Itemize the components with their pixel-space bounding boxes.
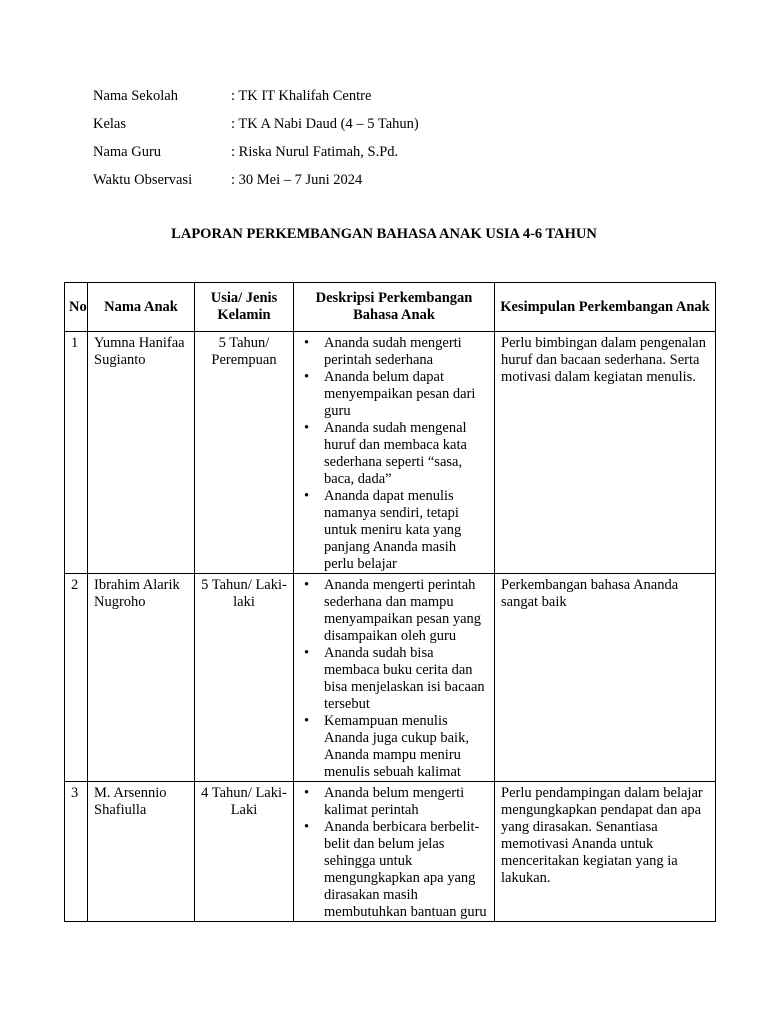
cell-name: Yumna Hanifaa Sugianto (88, 332, 195, 574)
info-value: : TK IT Khalifah Centre (231, 88, 372, 104)
info-row-class (93, 114, 419, 142)
info-row-observation-time (93, 170, 419, 198)
header-name: Nama Anak (88, 283, 195, 332)
document-header-info (93, 86, 419, 198)
info-value: : 30 Mei – 7 Juni 2024 (231, 172, 363, 188)
description-item: • Ananda sudah bisa membaca buku cerita dan bisa menjelaskan isi bacaan tersebut (300, 645, 488, 713)
info-label: Nama Sekolah (93, 88, 178, 104)
description-item: • Ananda belum mengerti kalimat perintah (300, 785, 488, 819)
info-label: Nama Guru (93, 144, 162, 160)
table-row (65, 332, 716, 574)
cell-conclusion: Perlu bimbingan dalam pengenalan huruf dan bacaan sederhana. Serta motivasi dalam kegiatan menulis. (495, 332, 716, 574)
cell-no: 2 (65, 574, 88, 782)
description-item: • Ananda mengerti perintah sederhana dan mampu menyampaikan pesan yang disampaikan oleh guru (300, 577, 488, 645)
description-item: • Ananda dapat menulis namanya sendiri, tetapi untuk meniru kata yang panjang Ananda masih perlu belajar (300, 488, 488, 573)
cell-no: 3 (65, 782, 88, 922)
header-conclusion: Kesimpulan Perkembangan Anak (495, 283, 716, 332)
cell-name: Ibrahim Alarik Nugroho (88, 574, 195, 782)
description-list (300, 785, 488, 921)
report-title: LAPORAN PERKEMBANGAN BAHASA ANAK USIA 4-6 TAHUN (171, 226, 597, 242)
cell-description (294, 332, 495, 574)
report-table (64, 282, 716, 922)
cell-description (294, 782, 495, 922)
info-value: : Riska Nurul Fatimah, S.Pd. (231, 144, 399, 160)
description-item: • Kemampuan menulis Ananda juga cukup baik, Ananda mampu meniru menulis sebuah kalimat (300, 713, 488, 781)
description-list (300, 577, 488, 781)
info-value: : TK A Nabi Daud (4 – 5 Tahun) (231, 116, 419, 132)
table-row (65, 782, 716, 922)
header-no: No (65, 283, 88, 332)
description-item: • Ananda belum dapat menyempaikan pesan dari guru (300, 369, 488, 420)
info-label: Waktu Observasi (93, 172, 193, 188)
table-header-row (65, 283, 716, 332)
cell-description (294, 574, 495, 782)
cell-name: M. Arsennio Shafiulla (88, 782, 195, 922)
description-item: • Ananda sudah mengerti perintah sederhana (300, 335, 488, 369)
cell-conclusion: Perlu pendampingan dalam belajar mengungkapkan pendapat dan apa yang dirasakan. Senantiasa memotivasi Ananda untuk menceritakan kegiatan yang ia lakukan. (495, 782, 716, 922)
table-row (65, 574, 716, 782)
description-list (300, 335, 488, 573)
info-label: Kelas (93, 116, 127, 132)
cell-conclusion: Perkembangan bahasa Ananda sangat baik (495, 574, 716, 782)
info-row-teacher (93, 142, 419, 170)
description-item: • Ananda sudah mengenal huruf dan membaca kata sederhana seperti “sasa, baca, dada” (300, 420, 488, 488)
description-item: • Ananda berbicara berbelit-belit dan belum jelas sehingga untuk mengungkapkan apa yang dirasakan masih membutuhkan bantuan guru (300, 819, 488, 921)
cell-no: 1 (65, 332, 88, 574)
cell-age-gender: 4 Tahun/ Laki-Laki (195, 782, 294, 922)
header-age-gender: Usia/ Jenis Kelamin (195, 283, 294, 332)
cell-age-gender: 5 Tahun/ Perempuan (195, 332, 294, 574)
info-row-school (93, 86, 419, 114)
header-description: Deskripsi Perkembangan Bahasa Anak (294, 283, 495, 332)
cell-age-gender: 5 Tahun/ Laki-laki (195, 574, 294, 782)
